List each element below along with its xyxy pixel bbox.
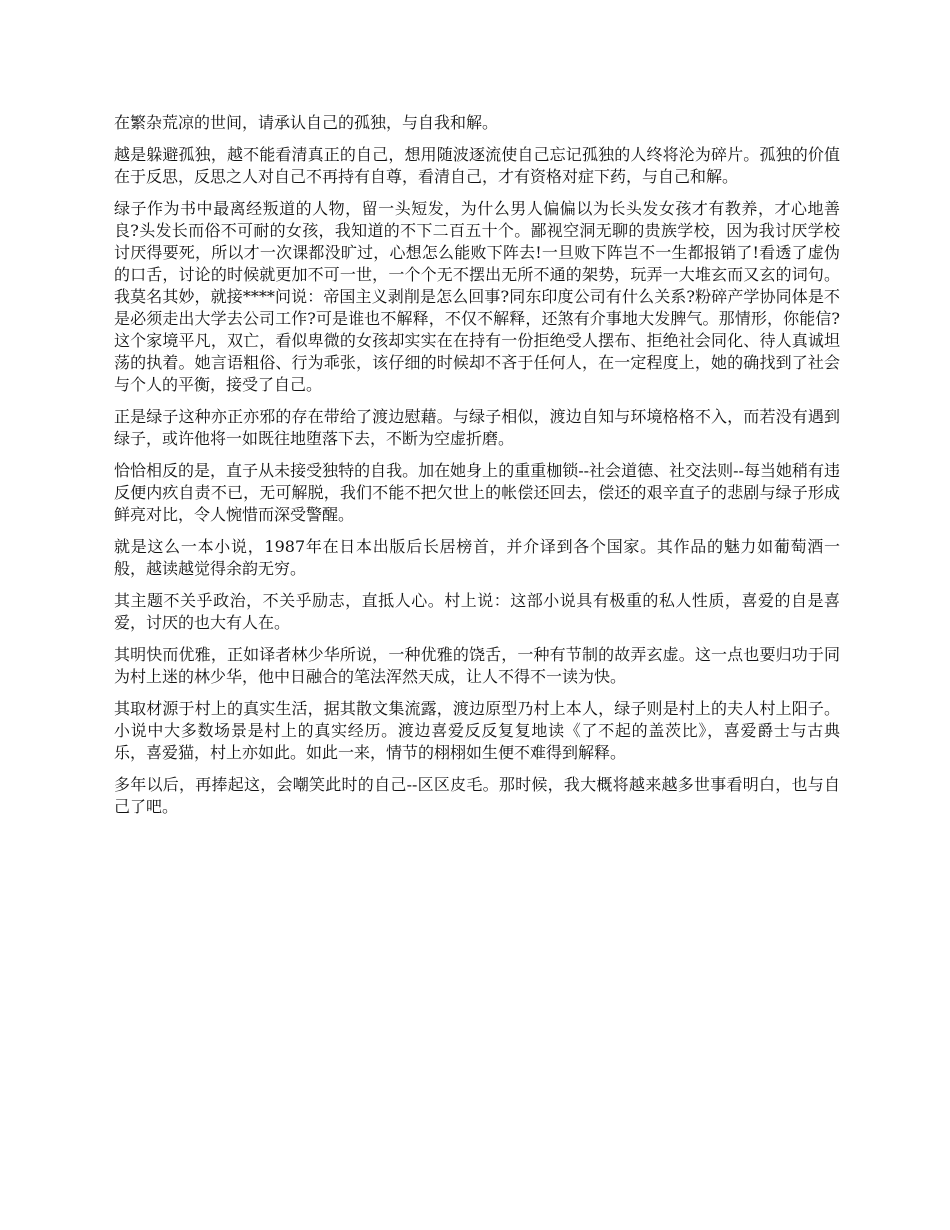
paragraph-2: 越是躲避孤独，越不能看清真正的自己，想用随波逐流使自己忘记孤独的人终将沦为碎片。孤独的价值在于反思，反思之人对自己不再持有自尊，看清自己，才有资格对症下药，与自己和解。 [114,145,840,186]
paragraph-3: 绿子作为书中最离经叛道的人物，留一头短发，为什么男人偏偏以为长头发女孩才有教养，才心地善良?头发长而俗不可耐的女孩，我知道的不下二百五十个。鄙视空洞无聊的贵族学校，因为我讨厌学校讨厌得要死，所以才一次课都没旷过，心想怎么能败下阵去!一旦败下阵岂不一生都报销了!看透了虚伪的口舌，讨论的时候就更加不可一世，一个个无不摆出无所不通的架势，玩弄一大堆玄而又玄的词句。我莫名其妙，就接****问说：帝国主义剥削是怎么回事?同东印度公司有什么关系?粉碎产学协同体是不是必须走出大学去公司工作?可是谁也不解释，不仅不解释，还煞有介事地大发脾气。那情形，你能信?这个家境平凡，双亡，看似卑微的女孩却实实在在持有一份拒绝受人摆布、拒绝社会同化、待人真诚坦荡的执着。她言语粗俗、行为乖张，该仔细的时候却不吝于任何人，在一定程度上，她的确找到了社会与个人的平衡，接受了自己。 [114,199,840,394]
paragraph-1: 在繁杂荒凉的世间，请承认自己的孤独，与自我和解。 [114,113,499,132]
paragraph-4: 正是绿子这种亦正亦邪的存在带给了渡边慰藉。与绿子相似，渡边自知与环境格格不入，而若没有遇到绿子，或许他将一如既往地堕落下去，不断为空虚折磨。 [114,407,840,448]
document-body [114,112,840,828]
paragraph-6: 就是这么一本小说，1987年在日本出版后长居榜首，并介译到各个国家。其作品的魅力如葡萄酒一般，越读越觉得余韵无穷。 [114,537,840,578]
paragraph-7: 其主题不关乎政治，不关乎励志，直抵人心。村上说：这部小说具有极重的私人性质，喜爱的自是喜爱，讨厌的也大有人在。 [114,591,840,632]
paragraph-8: 其明快而优雅，正如译者林少华所说，一种优雅的饶舌，一种有节制的故弄玄虚。这一点也要归功于同为村上迷的林少华，他中日融合的笔法浑然天成，让人不得不一读为快。 [114,645,840,686]
paragraph-5: 恰恰相反的是，直子从未接受独特的自我。加在她身上的重重枷锁--社会道德、社交法则--每当她稍有违反便内疚自责不已，无可解脱，我们不能不把欠世上的帐偿还回去，偿还的艰辛直子的悲剧与绿子形成鲜亮对比，令人惋惜而深受警醒。 [114,461,840,524]
paragraph-9: 其取材源于村上的真实生活，据其散文集流露，渡边原型乃村上本人，绿子则是村上的夫人村上阳子。小说中大多数场景是村上的真实经历。渡边喜爱反反复复地读《了不起的盖茨比》，喜爱爵士与古典乐，喜爱猫，村上亦如此。如此一来，情节的栩栩如生便不难得到解释。 [114,699,840,762]
paragraph-10: 多年以后，再捧起这，会嘲笑此时的自己--区区皮毛。那时候，我大概将越来越多世事看明白，也与自己了吧。 [114,775,840,816]
